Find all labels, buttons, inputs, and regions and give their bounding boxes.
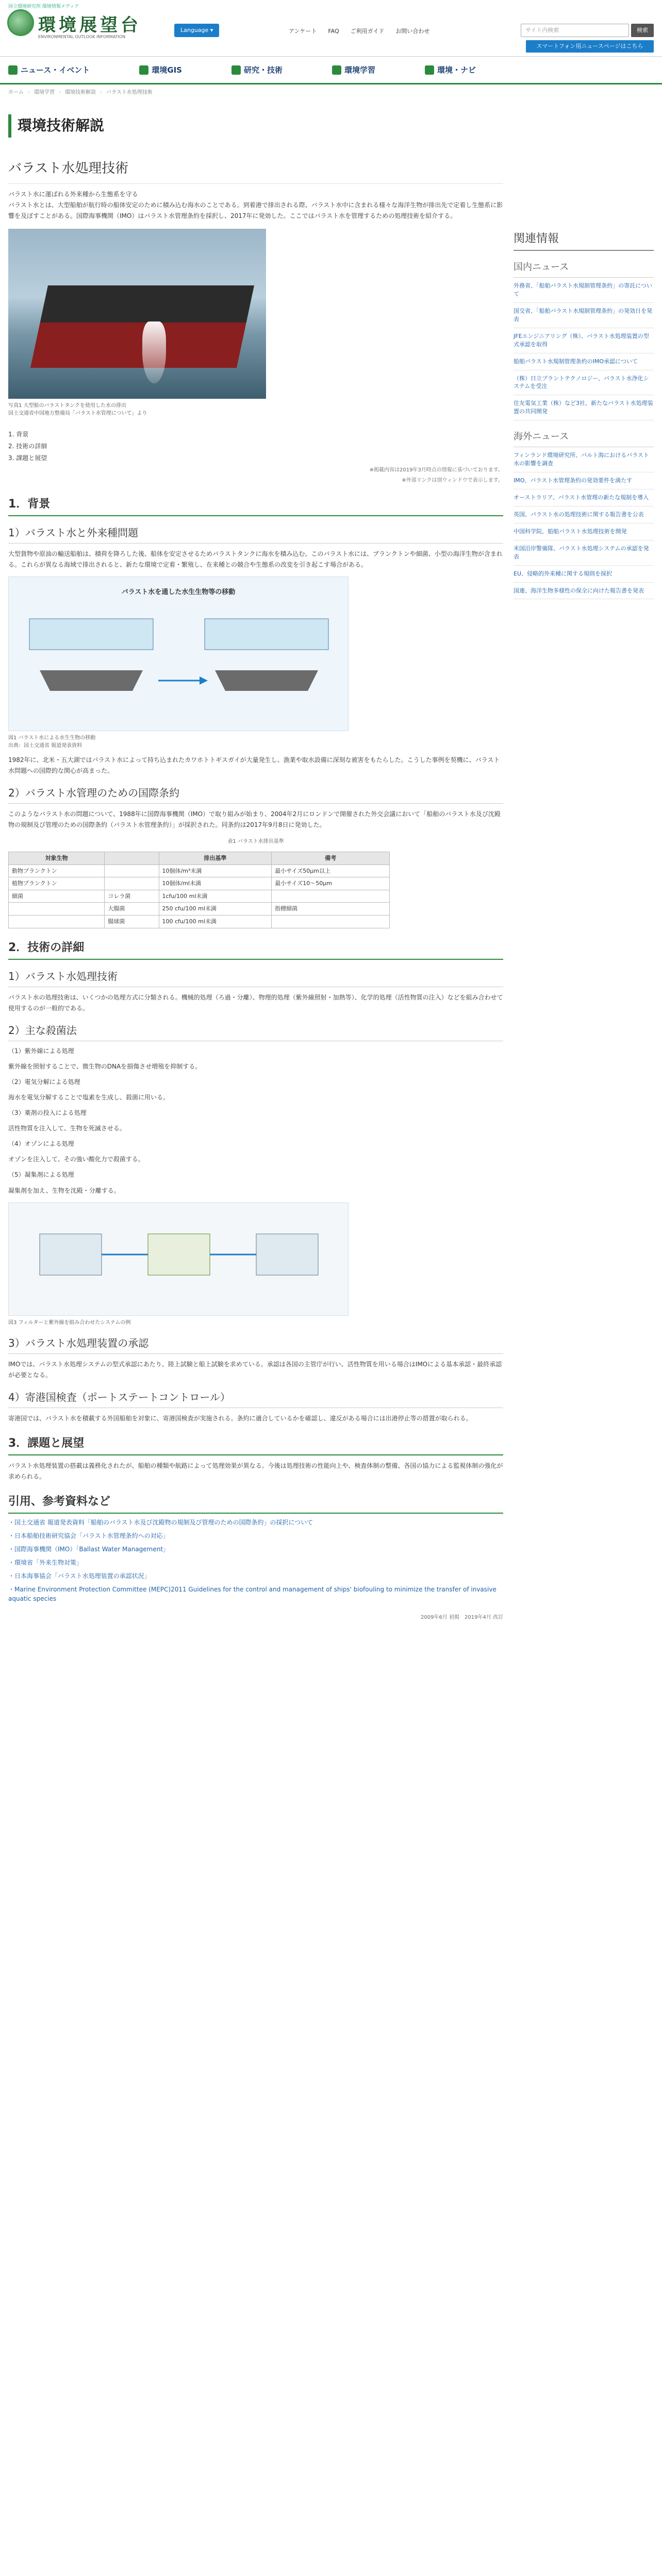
sidebar-domestic-title: 国内ニュース [514, 260, 654, 278]
global-nav [0, 57, 662, 84]
news-icon [8, 65, 18, 75]
photo-caption: 写真1 大型船のバラストタンクを使用した水の排出 国土交通省中国地方整備局「バラスト水管理について」より [8, 403, 147, 417]
sub-disinfection: 2）主な殺菌法 [8, 1022, 503, 1041]
navi-icon [425, 65, 434, 75]
research-icon [231, 65, 241, 75]
page-title: 環境技術解説 [8, 114, 503, 138]
toc-item[interactable]: 1. 背景 [8, 431, 29, 438]
news-link[interactable]: JFEエンジニアリング（株）、バラスト水処理装置の型式承認を取得 [514, 328, 654, 353]
learning-icon [332, 65, 341, 75]
gnav-learning[interactable]: 環境学習 [332, 64, 375, 76]
news-link[interactable]: フィンランド環境研究所、バルト海におけるバラスト水の影響を調査 [514, 447, 654, 472]
news-link[interactable]: EU、侵略的外来種に関する規則を採択 [514, 566, 654, 583]
site-header [0, 0, 662, 57]
reference-link[interactable]: ・日本船舶技術研究協会「バラスト水管理条約への対応」 [8, 1532, 169, 1540]
method-title: （3）薬剤の投入による処理 [8, 1109, 87, 1117]
news-link[interactable]: 船舶バラスト水規制管理条約のIMO承認について [514, 353, 654, 370]
crumb-home[interactable]: ホーム [8, 90, 24, 95]
overseas-news-list [514, 447, 654, 599]
article-title: バラスト水処理技術 [8, 158, 503, 184]
sub-approval: 3）バラスト水処理装置の承認 [8, 1335, 503, 1354]
top-link-faq[interactable]: FAQ [328, 28, 339, 35]
gnav-research[interactable]: 研究・技術 [231, 64, 283, 76]
news-link[interactable]: オーストラリア、バラスト水管理の新たな規制を導入 [514, 489, 654, 506]
news-link[interactable]: 国連、海洋生物多様性の保全に向けた報告書を発表 [514, 583, 654, 600]
table-title: 表1 バラスト水排出基準 [227, 838, 284, 844]
domestic-news-list [514, 278, 654, 420]
reference-link[interactable]: ・環境省「外来生物対策」 [8, 1559, 83, 1567]
reference-link[interactable]: ・Marine Environment Protection Committee (MEPC)2011 Guidelines for the control and management of ships' biofouling to minimize the transfer of invasive aquatic species [8, 1586, 496, 1603]
table-row: 腸球菌 100 cfu/100 ml未満 [9, 915, 390, 928]
section-issues: 3．課題と展望 [8, 1434, 503, 1455]
site-subtitle: ENVIRONMENTAL OUTLOOK INFORMATION [38, 35, 126, 39]
sidebar [514, 101, 654, 1622]
gnav-news[interactable]: ニュース・イベント [8, 64, 90, 76]
section-tech-detail: 2．技術の詳細 [8, 939, 503, 960]
method-title: （5）凝集剤による処理 [8, 1171, 74, 1179]
news-link[interactable]: 外務省、「船舶バラスト水規制管理条約」の寄託について [514, 278, 654, 303]
article-dates: 2009年6月 初掲 2019年4月 改訂 [421, 1615, 503, 1621]
breadcrumb: ホーム › 環境学習 › 環境技術解説 › バラスト水処理技術 [0, 84, 662, 101]
article-intro: バラスト水に運ばれる外来種から生態系を守る バラスト水とは、大型船舶が航行時の船体安定のために積み込む海水のことである。到着港で排出される際、バラスト水中に含まれる様々な海洋生物が排出先で定着し生態系に影響を及ぼすことがある。国際海事機関（IMO）はバラスト水管理条約を採択し、2017年に発効した。ここではバラスト水を管理するための処理技術を紹介する。 [8, 191, 503, 220]
search-button[interactable]: 検索 [631, 24, 654, 37]
reference-link[interactable]: ・国際海事機関（IMO）「Ballast Water Management」 [8, 1546, 170, 1553]
system-diagram [8, 1202, 349, 1316]
method-title: （2）電気分解による処理 [8, 1078, 80, 1086]
system-diagram-caption: 図3 フィルターと紫外線を組み合わせたシステムの例 [8, 1319, 131, 1326]
news-link[interactable]: （株）日立プラントテクノロジー、バラスト水浄化システムを受注 [514, 370, 654, 396]
method-title: （4）オゾンによる処理 [8, 1140, 74, 1148]
note: ※掲載内容は2019年3月時点の情報に基づいております。 [369, 467, 503, 473]
note-external: ※外部リンクは別ウィンドウで表示します。 [402, 477, 503, 483]
sub-intl-convention: 2）バラスト水管理のための国際条約 [8, 785, 503, 804]
discharge-table: 対象生物 排出基準 備考 動物プランクトン 10個体/m³未満 最小サイズ50μm以上 植物プランクトン 10個体/ml未満 最小サイズ10〜50μm 細菌 コレラ菌 1cfu/100 ml未満 大腸菌 250 cfu/100 ml未満 指標細菌 腸球菌 100 cfu/100 ml未満 [8, 852, 390, 928]
news-link[interactable]: 国交省、「船舶バラスト水規制管理条約」の発効日を発表 [514, 303, 654, 328]
toc-item[interactable]: 2. 技術の詳細 [8, 443, 47, 450]
gnav-navi[interactable]: 環境・ナビ [425, 64, 476, 76]
references-list [8, 1518, 503, 1603]
table-row: 動物プランクトン 10個体/m³未満 最小サイズ50μm以上 [9, 865, 390, 877]
crumb-current: バラスト水処理技術 [106, 90, 153, 95]
top-link-survey[interactable]: アンケート [289, 28, 317, 35]
sub-psc: 4）寄港国検査（ポートステートコントロール） [8, 1389, 503, 1408]
news-link[interactable]: 住友電気工業（株）など3社、新たなバラスト水処理装置の共同開発 [514, 395, 654, 420]
system-diagram-svg [9, 1203, 349, 1316]
method-title: （1）紫外線による処理 [8, 1047, 74, 1055]
news-link[interactable]: IMO、バラスト水管理条約の発効要件を満たす [514, 472, 654, 489]
search-input[interactable]: サイト内検索 [521, 24, 629, 37]
crumb-learning[interactable]: 環境学習 [34, 90, 55, 95]
table-row: 植物プランクトン 10個体/ml未満 最小サイズ10〜50μm [9, 877, 390, 890]
table-row: 細菌 コレラ菌 1cfu/100 ml未満 [9, 890, 390, 903]
sub-ballast-invasive: 1）バラスト水と外来種問題 [8, 524, 503, 544]
sub-treatment-tech: 1）バラスト水処理技術 [8, 968, 503, 987]
crumb-tech[interactable]: 環境技術解説 [65, 90, 96, 95]
top-link-contact[interactable]: お問い合わせ [395, 28, 430, 35]
site-title[interactable]: 環境展望台 [38, 15, 141, 36]
sidebar-overseas-title: 海外ニュース [514, 430, 654, 447]
diagram-title: バラスト水を通した水生生物等の移動 [121, 588, 236, 596]
site-logo-icon[interactable] [7, 9, 34, 36]
ballast-diagram [8, 577, 349, 731]
ballast-diagram-svg [9, 598, 349, 727]
reference-link[interactable]: ・日本海事協会「バラスト水処理装置の承認状況」 [8, 1572, 151, 1580]
smartphone-news-button[interactable]: スマートフォン用ニュースページはこちら [526, 40, 654, 53]
reference-link[interactable]: ・国土交通省 報道発表資料「船舶のバラスト水及び沈殿物の規制及び管理のための国際条約」の採択について [8, 1519, 313, 1527]
toc [8, 429, 503, 464]
table-row: 大腸菌 250 cfu/100 ml未満 指標細菌 [9, 903, 390, 916]
top-link-guide[interactable]: ご利用ガイド [350, 28, 385, 35]
news-link[interactable]: 中国科学院、船舶バラスト水処理技術を開発 [514, 523, 654, 540]
diagram-caption: 図1 バラスト水による水生生物の移動 出典：国土交通省 報道発表資料 [8, 735, 96, 749]
top-links [289, 27, 429, 36]
main-content: 環境技術解説 バラスト水処理技術 バラスト水に運ばれる外来種から生態系を守る バラスト水とは、大型船舶が航行時の船体安定のために積み込む海水のことである。到着港で排出される際、バラスト水中に含まれる様々な海洋生物が排出先で定着し生態系に影響を及ぼすことがある。国際海事機関（IMO）はバラスト水管理条約を採択し、2017年に発効した。ここではバラスト水を管理するための処理技術を紹介する。 写真1 大型船のバラストタンクを使用した水の排出 国土交通省中国地方整備局「バラスト水管理について」より 1. 背景 2. 技術の詳細 3. 課題と展望 ※掲載内容は2019年3月時点の情報に基づいております。 ※外部リンクは別ウィンドウで表示します。 1．背景 1）バラスト水と外来種問題 大型貨物や原油の輸送船舶は、積荷を降ろした後、船体を安定させるためバラストタンクに海水を積み込む。このバラスト水には、プランクトンや細菌、小型の海洋生物が含まれる。これらが異なる海域で排出されると、新たな環境で定着・繁殖し、在来種との競合や生態系の改変を引き起こす場合がある。 バラスト水を通した水生生物等の移動 図1 バラスト水による水生生物の移動 出典：国土交通省 報道発表資料 1982年に、北米・五大湖ではバラスト水によって持ち込まれたカワホトトギスガイが大量発生し、漁業や取水設備に深刻な被害をもたらした。こうした事例を契機に、バラスト水問題への国際的な関心が高まった。 2）バラスト水管理のための国際条約 このようなバラスト水の問題について、1988年に国際海事機関（IMO）で取り組みが始まり、2004年2月にロンドンで開催された外交会議において「船舶のバラスト水及び沈殿物の規制及び管理のための国際条約（バラスト水管理条約）」が採択された。同条約は2017年9月8日に発効した。 表1 バラスト水排出基準 対象生物 排出基準 備考 動物プランクトン 10個体/m³未満 最小サイズ50μm以上 植物プランクトン 10個体/ml未満 最小サイズ10〜50μm 細菌 コレラ菌 1cfu/100 ml未満 大腸菌 250 cfu/100 ml未満 指標細菌 腸球菌 100 cfu/100 ml未満 2．技術の詳細 1）バラスト水処理技術 バラスト水の処理技術は、いくつかの処理方式に分類される。機械的処理（ろ過・分離）、物理的処理（紫外線照射・加熱等）、化学的処理（活性物質の注入）などを組み合わせて使用するのが一般的である。 2）主な殺菌法 （1）紫外線による処理 紫外線を照射することで、微生物のDNAを損傷させ増殖を抑制する。 （2）電気分解による処理 海水を電気分解することで塩素を生成し、殺菌に用いる。 （3）薬剤の投入による処理 活性物質を注入して、生物を死滅させる。 （4）オゾンによる処理 オゾンを注入して、その強い酸化力で殺菌する。 （5）凝集剤による処理 凝集剤を加え、生物を沈殿・分離する。 図3 フィルターと紫外線を組み合わせたシステムの例 3）バラスト水処理装置の承認 IMOでは、バラスト水処理システムの型式承認にあたり、陸上試験と船上試験を求めている。承認は各国の主管庁が行い、活性物質を用いる場合はIMOによる基本承認・最終承認が必要となる。 4）寄港国検査（ポートステートコントロール） 寄港国では、バラスト水を積載する外国船舶を対象に、寄港国検査が実施される。条約に適合しているかを確認し、違反がある場合には出港停止等の措置が取られる。 3．課題と展望 バラスト水処理装置の搭載は義務化されたが、船舶の種類や航路によって処理効果が異なる。今後は処理技術の性能向上や、検査体制の整備、各国の協力による監視体制の強化が求められる。 引用、参考資料など ・国土交通省 報道発表資料「船舶のバラスト水及び沈殿物の規制及び管理のための国際条約」の採択について ・日本船舶技術研究協会「バラスト水管理条約への対応」 ・国際海事機関（IMO）「Ballast Water Management」 ・環境省「外来生物対策」 ・日本海事協会「バラスト水処理装置の承認状況」 ・Marine Environment Protection Committee (MEPC)2011 Guidelines for the control and management of ships' biofouling to minimize the transfer of invasive aquatic species 2009年6月 初掲 2019年4月 改訂 [8, 101, 503, 1622]
news-link[interactable]: 米国沿岸警備隊、バラスト水処理システムの承認を発表 [514, 540, 654, 566]
gnav-gis[interactable]: 環境GIS [139, 64, 182, 76]
ship-photo [8, 229, 266, 399]
map-icon [139, 65, 148, 75]
section-background: 1．背景 [8, 495, 503, 516]
sidebar-title: 関連情報 [514, 230, 654, 251]
toc-item[interactable]: 3. 課題と展望 [8, 454, 47, 462]
language-button[interactable]: Language ▾ [174, 24, 219, 37]
section-references: 引用、参考資料など [8, 1493, 503, 1514]
brand-tag: 国立環境研究所 環境情報メディア [8, 4, 79, 9]
news-link[interactable]: 英国、バラスト水の処理技術に関する報告書を公表 [514, 506, 654, 523]
